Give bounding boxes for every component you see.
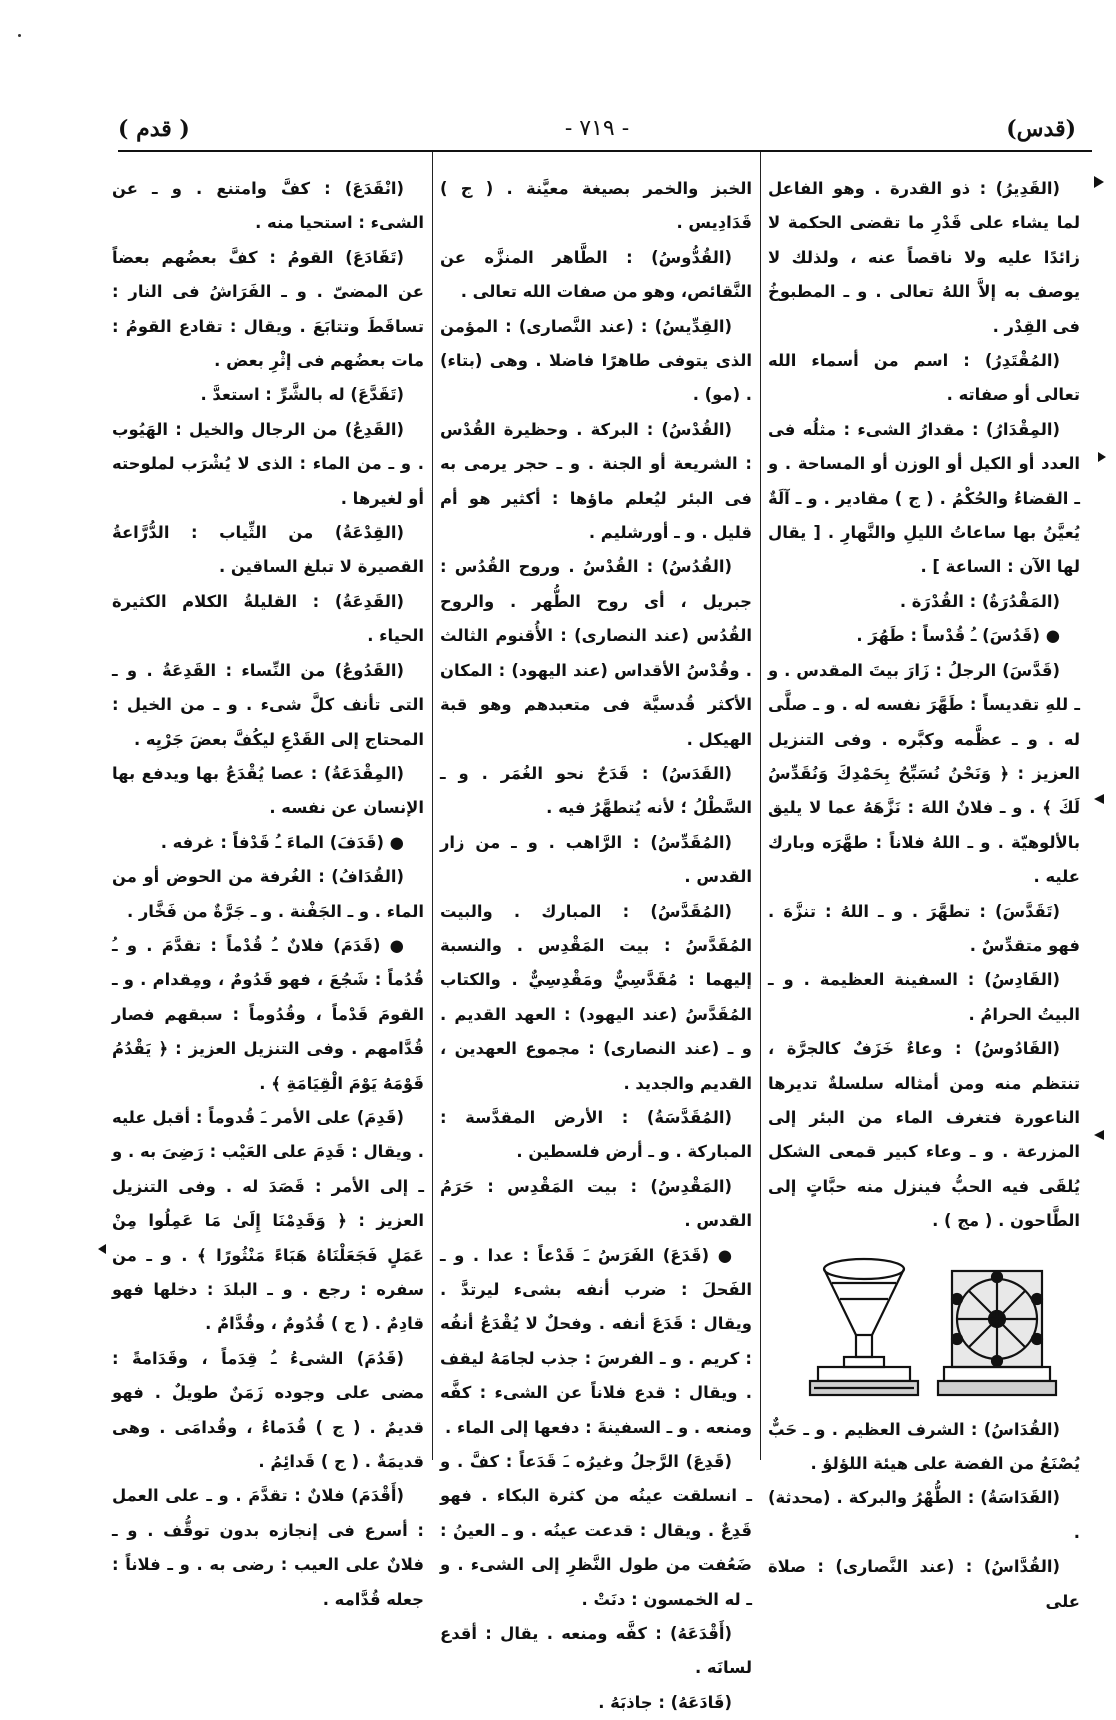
entry: (القِدِّيسُ) : (عند النَّصارى) : المؤمن الذى يتوفى طاهرًا فاضلا . وهى (بتاء) . (مو) .: [440, 316, 752, 405]
entry: (المَقْدُرَةُ) : القُدْرَة .: [899, 591, 1060, 611]
entry: ● (قَدَعَ) الفَرَسُ ـَ قَدْعاً : عدا . و ـ الفَحلَ : ضرب أنفه بشىء ليرتدَّ . ويقال : قَدَعَ أنفه . وفحلٌ لا يُقْدَعُ أنفُه : كريم . و ـ الفرسَ : جذب لجامَهُ ليقف . ويقال : قدع فلاناً عن الشىء : كفَّه ومنعه . و ـ السفينةَ : دفعها إلى الماء .: [440, 1245, 752, 1437]
entry: ● (قَدُسَ) ـُ قُدْساً : طَهُرَ .: [856, 626, 1060, 646]
entry: (قَادَعَهُ) : جاذبَهُ .: [598, 1692, 732, 1712]
column-right: [768, 172, 1080, 1619]
header-rule: [118, 150, 1092, 152]
entry: (المُقَدَّسُ) : المبارك . والبيت المُقَدَّسُ : بيت المَقْدِس . والنسبة إليهما : مُقَدَّسِيٌّ ومَقْدِسِيٌّ . والكتاب المُقَدَّسُ (عند اليهود) : العهد القديم . و ـ (عند النصارى) : مجموع العهدين ، القديم والجديد .: [440, 901, 752, 1093]
entry: (القَدَسُ) : قَدَحٌ نحو الغُمَر . و ـ السَّطْلُ ؛ لأنه يُتطهَّرُ فيه .: [440, 763, 752, 818]
margin-marker: [1094, 176, 1104, 188]
entry: (القَدَاسَةُ) : الطُّهْرُ والبركة . (محدثة) .: [768, 1488, 1080, 1542]
margin-marker: [1094, 794, 1104, 804]
entry: (القَدُوعُ) من النِّساء : القَدِعَةُ . و ـ التى تأنف كلَّ شىء . و ـ من الخيل : المحتاج إلى القَدْعِ ليكُفَّ بعضَ جَرْيِه .: [112, 660, 424, 749]
entry: (المُقَدِّسُ) : الرَّاهب . و ـ من زار القدس .: [440, 832, 752, 887]
column-divider-left: [432, 152, 433, 1460]
margin-marker: [1094, 1130, 1104, 1140]
column-left: [112, 172, 424, 1617]
entry: (القُدُّوسُ) : الطَّاهر المنزَّه عن النَّقائص، وهو من صفات الله تعالى .: [440, 247, 752, 302]
entry: (القُدَّاسُ) : (عند النَّصارى) : صلاة على: [768, 1557, 1080, 1611]
entry: (أَقْدَعَهُ) : كفَّه ومنعه . يقال : أقدع لسانَه .: [440, 1624, 752, 1678]
entry: (القُدْسُ) : البركة . وحظيرة القُدْس : الشريعة أو الجنة . و ـ حجر يرمى به فى البئر ليُعلم ماؤها : أكثير هو أم قليل . و ـ أورشليم .: [440, 419, 752, 543]
entry: (قَدِعَ) الرَّجلُ وغيرُه ـَ قَدَعاً : كفَّ . و ـ انسلقت عينُه من كثرة البكاء . فهو قَدِعٌ . ويقال : قدعت عينُه . و ـ العينُ : ضَعُفت من طول النَّظرِ إلى الشىء . و ـ له الخمسون : دنَتْ .: [440, 1452, 752, 1609]
column-divider-right: [760, 152, 761, 1460]
entry: (تَقَدَّسَ) : تطهَّرَ . و ـ اللهُ : تنزَّهَ . فهو متقدِّسٌ .: [768, 901, 1080, 955]
entry: (القَدِعَةُ) : القليلةُ الكلام الكثيرة الحياء .: [112, 591, 424, 646]
entry: (قَدَّسَ) الرجلُ : زَارَ بيتَ المقدس . و ـ للهِ تقديساً : طَهَّرَ نفسه له . و ـ صلَّى له . و ـ عظَّمه وكبَّره . وفى التنزيل العزيز : ﴿ وَنَحْنُ نُسَبِّحُ بِحَمْدِكَ وَنُقَدِّسُ لَكَ ﴾ . و ـ فلانٌ اللهَ : نَزَّهَهُ عما لا يليق بالألوهيّة . و ـ اللهُ فلاناً : طهَّرَه وبارك عليه .: [768, 660, 1080, 887]
entry: (تَقَادَعَ) القومُ : كفَّ بعضُهم بعضاً عن المضىّ . و ـ الفَرَاشُ فى النار : تساقَطَ وتتابَعَ . ويقال : تقادع القومُ : مات بعضُهم فى إثْرِ بعض .: [112, 247, 424, 371]
entry: (القُدَاسُ) : الشرف العظيم . و ـ حَبٌّ يُصْنَعُ من الفضة على هيئة اللؤلؤ .: [768, 1419, 1080, 1473]
page-header: [118, 112, 1076, 148]
entry: (قَدِمَ) على الأمر ـَ قُدوماً : أقبل عليه . ويقال : قَدِمَ على العَيْب : رَضِىَ به . و ـ إلى الأمر : قَصَدَ له . وفى التنزيل العزيز : ﴿ وَقَدِمْنَا إِلَىٰ مَا عَمِلُوا مِنْ عَمَلٍ فَجَعَلْنَاهُ هَبَاءً مَنْثُورًا ﴾ . و ـ من سفره : رجع . و ـ البلدَ : دخلها فهو قادِمٌ . ( ج ) قُدُومٌ ، وقُدَّامٌ .: [112, 1107, 424, 1334]
page-number: - ٧١٩ -: [564, 116, 630, 141]
margin-marker: [1098, 452, 1106, 462]
entry: (أَقْدَمَ) فلانٌ : تقدَّمَ . و ـ على العمل : أسرع فى إنجازه بدون توقُّف . و ـ فلانٌ على العيب : رضى به . و ـ فلاناً : جعله قُدَّامه .: [112, 1486, 424, 1609]
column-middle: [440, 172, 752, 1720]
entry: (القُدَافُ) : الغُرفة من الحوض أو من الماء . و ـ الجَفْنة . و ـ جَرَّةٌ من فَخَّار .: [112, 867, 424, 921]
entry: (المُقَدَّسَةُ) : الأرض المقدَّسة : المباركة . و ـ أرض فلسطين .: [440, 1107, 752, 1162]
entry: (المُقْتَدِرُ) : اسم من أسماء الله تعالى أو صفاته .: [768, 351, 1080, 405]
entry: الخبز والخمر بصيغة معيَّنة . ( ج ) قَدَادِيس .: [440, 179, 752, 233]
entry: (القِدْعَةُ) من الثِّياب : الدُّرَّاعةُ القصيرة لا تبلغ الساقين .: [112, 523, 424, 577]
margin-marker: [98, 1244, 106, 1254]
entry: (القَادُوسُ) : وعاءٌ خَزَفٌ كالجرَّة ، تنتظم منه ومن أمثاله سلسلةٌ تديرها الناعورة فتغرف الماء من البئر إلى المزرعة . و ـ وعاء كبير قمعى الشكل يُلقَى فيه الحبُّ فينزل منه حبَّاتٍ إلى الطَّاحون . ( مج ) .: [768, 1039, 1080, 1231]
entry: (القَدِيرُ) : ذو القدرة . وهو الفاعل لما يشاء على قَدْرِ ما تقضى الحكمة لا زائدًا عليه ولا ناقصاً عنه ، ولذلك لا يوصف به إلاَّ اللهُ تعالى . و ـ المطبوخُ فى القِدْر .: [768, 179, 1080, 336]
entry: ● (قَدَفَ) الماءَ ـُ قَدْفاً : غرفه .: [160, 832, 404, 852]
entry: (المِقْدَعَةُ) : عصا يُقْدَعُ بها ويدفع بها الإنسان عن نفسه .: [112, 763, 424, 818]
entry: (القُدُسُ) : القُدْسُ . وروح القُدُس : جبريل ، أى روح الطُّهر . والروح القُدُس (عند النصارى) : الأُقنوم الثالث . وقُدْسُ الأقداس (عند اليهود) : المكان الأكثر قُدسيَّة فى متعبدهم وهو قبة الهيكل .: [440, 557, 752, 749]
qadus-illustration: [774, 1247, 1074, 1407]
entry: (المِقْدَارُ) : مقدارُ الشىء : مثلُه فى العدد أو الكيل أو الوزن أو المساحة . و ـ القضاءُ والحُكْمُ . ( ج ) مقادير . و ـ آلَةٌ يُعيَّنُ بها ساعاتُ الليلِ والنَّهارِ . [ يقال لها الآن : الساعة ] .: [768, 419, 1080, 577]
speck: [18, 34, 21, 37]
entry: (القَدِعُ) من الرجال والخيل : الهَيُوب . و ـ من الماء : الذى لا يُشْرَب لملوحته أو لغيرها .: [112, 419, 424, 508]
entry: (تَقَدَّعَ) له بالشَّرِّ : استعدَّ .: [200, 385, 404, 405]
entry: (انْقَدَعَ) : كفَّ وامتنع . و ـ عن الشىء : استحيا منه .: [112, 179, 424, 233]
qadus-illustration-drawing: [774, 1247, 1074, 1407]
header-right-keyword: (قدس): [1006, 116, 1076, 142]
entry: (قَدُمَ) الشىءُ ـُ قِدَماً ، وقَدَامةً : مضى على وجوده زَمَنٌ طويلٌ . فهو قديمٌ . ( ج ) قُدَماءُ ، وقُدامَى . وهى قديمَةٌ . ( ج ) قَدائِمُ .: [112, 1348, 424, 1472]
header-left-keyword: ( قدم ): [118, 116, 190, 142]
entry: (المَقْدِسُ) : بيت المَقْدِس : حَرَمُ القدس .: [440, 1176, 752, 1231]
entry: (القَادِسُ) : السفينة العظيمة . و ـ البيتُ الحرامُ .: [768, 970, 1080, 1024]
entry: ● (قَدَمَ) فلانٌ ـُ قُدْماً : تقدَّمَ . و ـُ قُدُماً : شَجُعَ ، فهو قَدُومٌ ، ومِقدام . و ـ القومَ قَدْماً ، وقُدُوماً : سبقهم فصار قُدَّامهم . وفى التنزيل العزيز : ﴿ يَقْدُمُ قَوْمَهُ يَوْمَ الْقِيَامَةِ ﴾ .: [112, 935, 424, 1093]
